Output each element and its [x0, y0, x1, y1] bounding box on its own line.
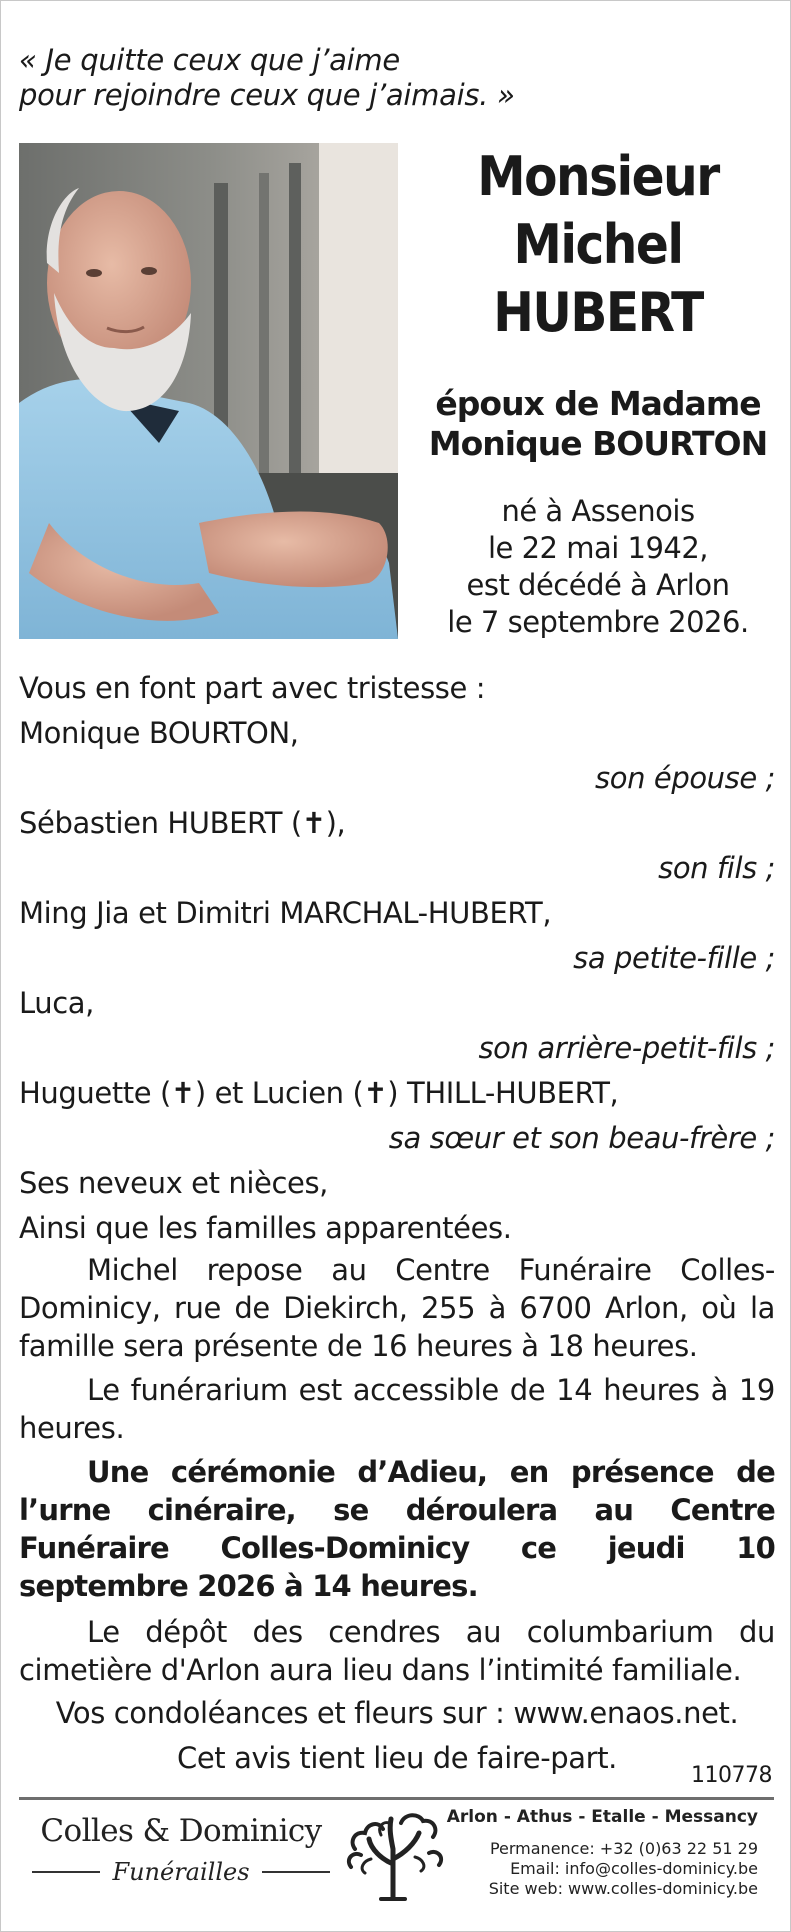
logo-dash-left — [32, 1871, 100, 1873]
logo-dash-right — [262, 1871, 330, 1873]
family-member-relation: sa petite-fille ; — [573, 941, 775, 975]
contact-info — [438, 1807, 758, 1899]
quote-line-2: pour rejoindre ceux que j’aimais. » — [19, 78, 515, 112]
deceased-last-name: HUBERT — [493, 281, 703, 344]
announcement-intro: Vous en font part avec tristesse : — [19, 671, 486, 705]
announcement-body — [19, 666, 775, 1781]
family-member-name: Sébastien HUBERT (✝), — [19, 806, 346, 840]
deceased-name — [431, 143, 765, 347]
spouse-info — [421, 384, 775, 464]
portrait-photo — [19, 143, 398, 639]
birth-line-2: le 22 mai 1942, — [487, 531, 709, 565]
phone: Permanence: +32 (0)63 22 51 29 — [489, 1839, 758, 1858]
family-member-name: Luca, — [19, 986, 94, 1020]
family-member-relation: sa sœur et son beau-frère ; — [388, 1121, 775, 1155]
birth-line-1: né à Assenois — [501, 494, 695, 528]
family-member-relation: son arrière-petit-fils ; — [478, 1031, 775, 1065]
deceased-first-name: Michel — [513, 213, 683, 276]
birth-death-info — [421, 493, 775, 641]
spouse-line-2: Monique BOURTON — [428, 424, 768, 463]
condolences-line: Vos condoléances et fleurs sur : www.enaos.net. — [55, 1696, 739, 1730]
family-member-name: Huguette (✝) et Lucien (✝) THILL-HUBERT, — [19, 1076, 619, 1110]
families-line: Ainsi que les familles apparentées. — [19, 1211, 512, 1245]
birth-line-4: le 7 septembre 2026. — [447, 605, 749, 639]
birth-line-3: est décédé à Arlon — [466, 568, 730, 602]
rest-paragraph: Michel repose au Centre Funéraire Colles-Dominicy, rue de Diekirch, 255 à 6700 Arlon, où la famille sera présente de 16 heures à 18 heures. — [19, 1253, 775, 1363]
tree-logo-icon — [341, 1809, 451, 1901]
family-member-relation: son épouse ; — [595, 761, 775, 795]
logo-subtitle-text: Funérailles — [112, 1858, 250, 1886]
ceremony-paragraph: Une cérémonie d’Adieu, en présence de l’urne cinéraire, se déroulera au Centre Funéraire Colles-Dominicy ce jeudi 10 septembre 2026 à 14 heures. — [19, 1455, 775, 1603]
family-member-name: Monique BOURTON, — [19, 716, 299, 750]
deceased-title: Monsieur — [477, 145, 719, 208]
email: Email: info@colles-dominicy.be — [510, 1859, 758, 1878]
funeral-home-logo — [31, 1813, 331, 1889]
hours-paragraph: Le funérarium est accessible de 14 heures à 19 heures. — [19, 1373, 775, 1445]
family-member-relation: son fils ; — [658, 851, 775, 885]
logo-name: Colles & Dominicy — [40, 1813, 322, 1849]
website: Site web: www.colles-dominicy.be — [488, 1879, 758, 1898]
notice-line: Cet avis tient lieu de faire-part. — [177, 1741, 617, 1775]
reference-number: 110778 — [691, 1763, 772, 1788]
locations: Arlon - Athus - Etalle - Messancy — [446, 1807, 758, 1827]
spouse-line-1: époux de Madame — [435, 384, 761, 423]
nephews-line: Ses neveux et nièces, — [19, 1166, 328, 1200]
ashes-paragraph: Le dépôt des cendres au columbarium du cimetière d'Arlon aura lieu dans l’intimité familiale. — [19, 1615, 775, 1687]
footer-divider — [19, 1797, 774, 1800]
quote-line-1: « Je quitte ceux que j’aime — [19, 43, 400, 77]
logo-subtitle — [31, 1855, 331, 1889]
family-member-name: Ming Jia et Dimitri MARCHAL-HUBERT, — [19, 896, 552, 930]
epigraph-quote — [19, 43, 579, 113]
